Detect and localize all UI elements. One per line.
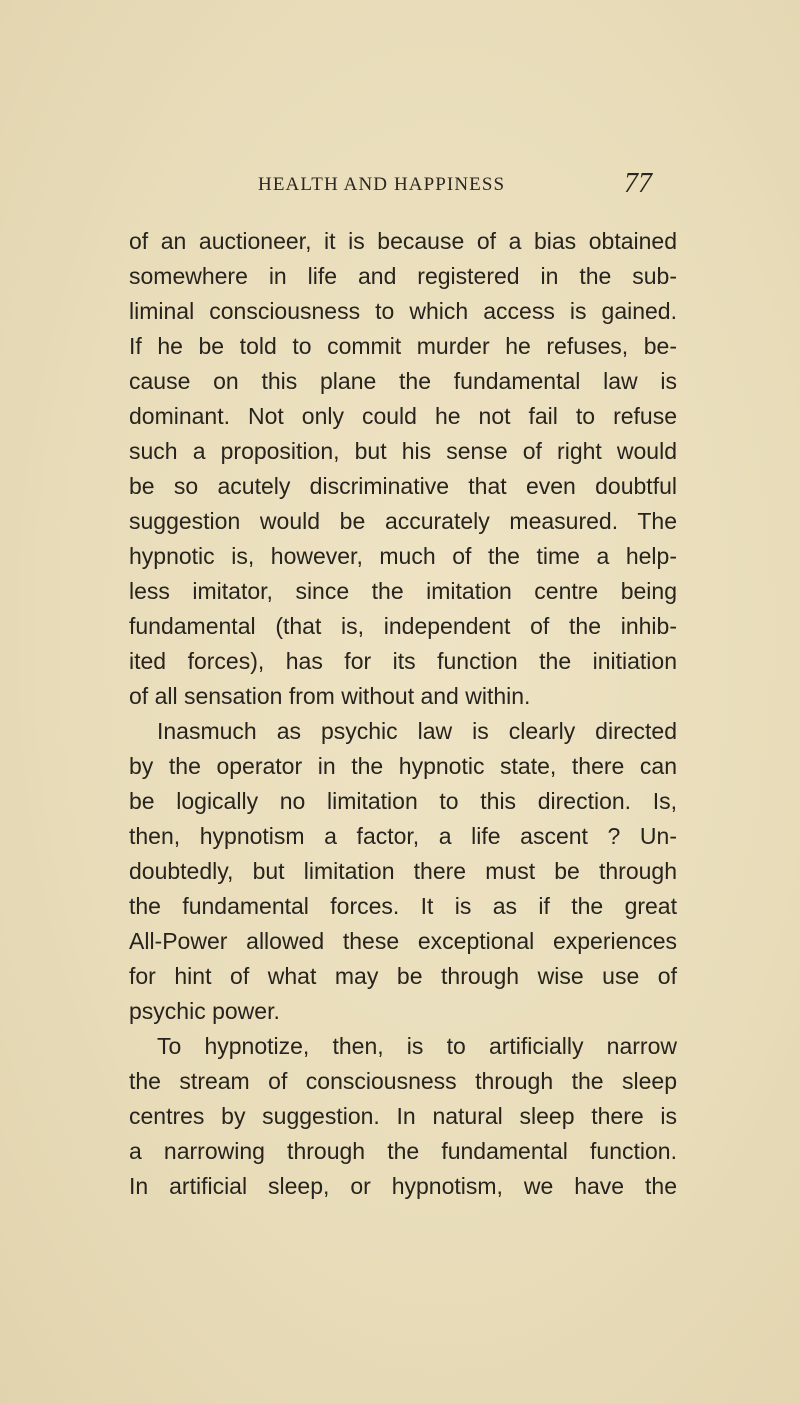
text-line: suggestion would be accurately measured. The — [129, 508, 677, 534]
text-line: the stream of consciousness through the sleep — [129, 1068, 677, 1094]
text-line: then, hypnotism a factor, a life ascent ? Un- — [129, 823, 677, 849]
text-line: ited forces), has for its function the initiation — [129, 648, 677, 674]
text-line: All-Power allowed these exceptional experiences — [129, 928, 677, 954]
text-line: dominant. Not only could he not fail to refuse — [129, 403, 677, 429]
text-line: fundamental (that is, independent of the inhib- — [129, 613, 677, 639]
text-line: of all sensation from without and within. — [129, 683, 531, 709]
text-line: hypnotic is, however, much of the time a help- — [129, 543, 677, 569]
paragraph-start-line: Inasmuch as psychic law is clearly directed — [157, 718, 677, 744]
text-line: If he be told to commit murder he refuses, be- — [129, 333, 677, 359]
text-line: In artificial sleep, or hypnotism, we have the — [129, 1173, 677, 1199]
text-line: psychic power. — [129, 998, 280, 1024]
text-line: less imitator, since the imitation centre being — [129, 578, 677, 604]
running-head: HEALTH AND HAPPINESS — [258, 174, 506, 195]
text-line: centres by suggestion. In natural sleep there is — [129, 1103, 677, 1129]
text-line: such a proposition, but his sense of right would — [129, 438, 677, 464]
text-line: by the operator in the hypnotic state, there can — [129, 753, 677, 779]
text-line: the fundamental forces. It is as if the great — [129, 893, 677, 919]
paragraph-start-line: To hypnotize, then, is to artificially narrow — [157, 1033, 677, 1059]
page-header — [258, 168, 658, 202]
text-line: of an auctioneer, it is because of a bias obtained — [129, 228, 677, 254]
body-text — [129, 224, 677, 1204]
text-line: for hint of what may be through wise use of — [129, 963, 677, 989]
text-line: be so acutely discriminative that even doubtful — [129, 473, 677, 499]
text-line: somewhere in life and registered in the sub- — [129, 263, 677, 289]
text-line: be logically no limitation to this direction. Is, — [129, 788, 677, 814]
text-line: liminal consciousness to which access is gained. — [129, 298, 677, 324]
text-line: cause on this plane the fundamental law is — [129, 368, 677, 394]
text-line: doubtedly, but limitation there must be through — [129, 858, 677, 884]
page-number: 77 — [624, 168, 652, 199]
text-line: a narrowing through the fundamental function. — [129, 1138, 677, 1164]
